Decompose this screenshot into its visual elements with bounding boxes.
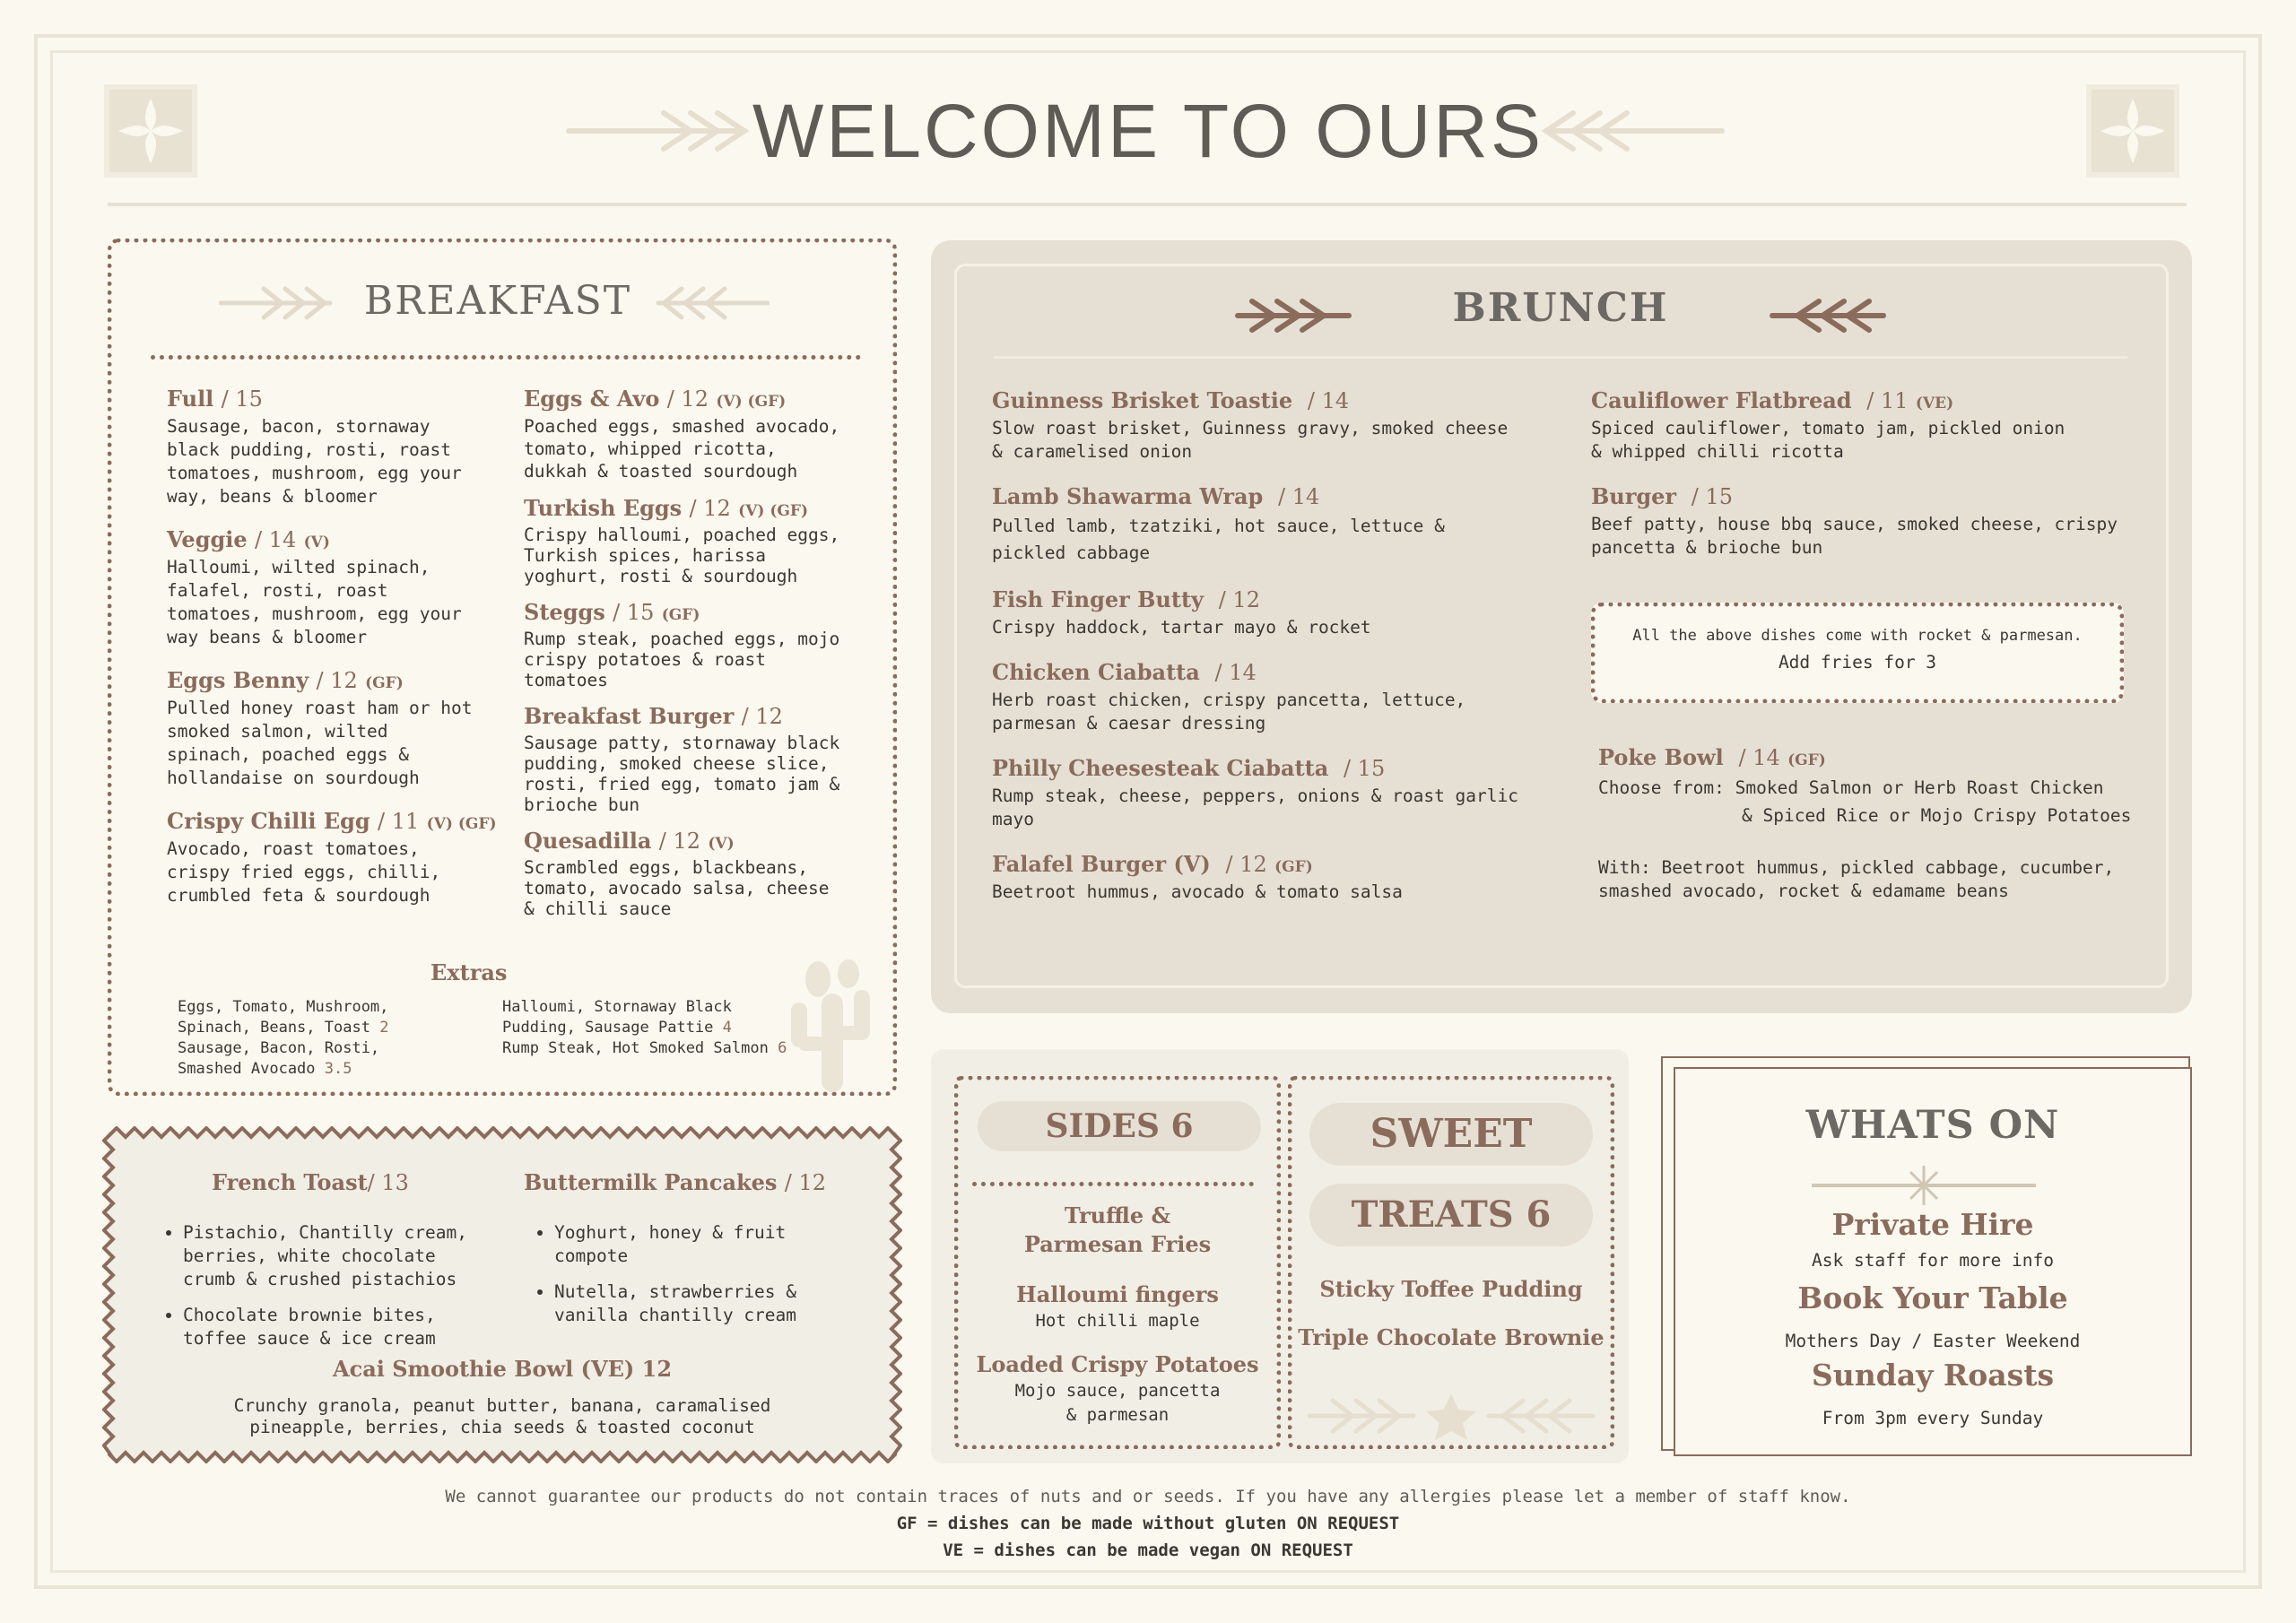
menu-item: Chicken Ciabatta / 14 Herb roast chicken, crispy pancetta, lettuce, parmesan & caesar dressing	[992, 659, 1466, 733]
breakfast-right-column	[524, 386, 883, 919]
brunch-left-ornament-icon	[1234, 298, 1352, 334]
side-item: Truffle & Parmesan Fries	[1023, 1202, 1212, 1257]
cactus-icon	[786, 958, 875, 1094]
ve-note: VE = dishes can be made vegan ON REQUEST	[943, 1541, 1353, 1560]
menu-item: Quesadilla / 12 (V) Scrambled eggs, blackbeans, tomato, avocado salsa, cheese & chilli sauce	[524, 828, 830, 919]
menu-item: Breakfast Burger / 12 Sausage patty, stornaway black pudding, smoked cheese slice, rosti, fried egg, tomato jam & brioche bun	[524, 703, 840, 815]
sides-title: SIDES 6	[978, 1101, 1261, 1151]
menu-item: Turkish Eggs / 12 (V) (GF) Crispy halloumi, poached eggs, Turkish spices, harissa yoghurt, rosti & sourdough	[524, 495, 840, 586]
menu-item: Crispy Chilli Egg / 11 (V) (GF) Avocado, roast tomatoes, crispy fried eggs, chilli, crumbled feta & sourdough	[167, 808, 497, 906]
menu-item: Eggs & Avo / 12 (V) (GF) Poached eggs, smashed avocado, tomato, whipped ricotta, dukkah & toasted sourdough	[524, 386, 840, 482]
brunch-notice: All the above dishes come with rocket & parmesan. Add fries for 3	[1591, 603, 2124, 703]
sides-divider	[972, 1182, 1254, 1186]
allergy-notice: We cannot guarantee our products do not contain traces of nuts and or seeds. If you have any allergies please let a member of staff know.	[445, 1487, 1851, 1506]
treats-title: TREATS 6	[1309, 1184, 1593, 1246]
french-toast-options: • Pistachio, Chantilly cream, berries, white chocolate crumb & crushed pistachios • Chocolate brownie bites, toffee sauce & ice cream	[151, 1221, 491, 1363]
star-divider-icon	[1812, 1164, 2036, 1207]
sweet-ornament-icon	[1306, 1390, 1596, 1442]
breakfast-right-ornament-icon	[655, 285, 770, 321]
menu-item: Philly Cheesesteak Ciabatta / 15 Rump steak, cheese, peppers, onions & roast garlic mayo	[992, 755, 1518, 829]
sunday-roasts-info: From 3pm every Sunday	[1822, 1408, 2044, 1428]
pancakes-options: • Yoghurt, honey & fruit compote • Nutella, strawberries & vanilla chantilly cream	[522, 1221, 863, 1340]
page-title: WELCOME TO OURS	[752, 89, 1544, 173]
menu-item: Full / 15 Sausage, bacon, stornaway black pudding, rosti, roast tomatoes, mushroom, egg your way, beans & bloomer	[167, 386, 462, 507]
menu-item: Lamb Shawarma Wrap / 14 Pulled lamb, tzatziki, hot sauce, lettuce & pickled cabbage	[992, 483, 1445, 563]
menu-item: Steggs / 15 (GF) Rump steak, poached eggs, mojo crispy potatoes & roast tomatoes	[524, 599, 840, 690]
brunch-title: BRUNCH	[1452, 285, 1669, 331]
menu-item: Veggie / 14 (V) Halloumi, wilted spinach, falafel, rosti, roast tomatoes, mushroom, egg your way beans & bloomer	[167, 526, 462, 647]
brunch-right-ornament-icon	[1769, 298, 1887, 334]
sweet-item: Triple Chocolate Brownie	[1298, 1324, 1605, 1350]
sweet-item: Sticky Toffee Pudding	[1319, 1276, 1583, 1302]
side-item: Halloumi fingers Hot chilli maple	[1016, 1281, 1219, 1331]
private-hire-heading: Private Hire	[1831, 1207, 2034, 1242]
menu-item: Eggs Benny / 12 (GF) Pulled honey roast ham or hot smoked salmon, wilted spinach, poached eggs & hollandaise on sourdough	[167, 667, 473, 788]
brunch-divider	[994, 356, 2127, 359]
acai-description: Crunchy granola, peanut butter, banana, caramalised pineapple, berries, chia seeds & toasted coconut	[233, 1395, 771, 1437]
breakfast-left-ornament-icon	[219, 285, 334, 321]
sweet-title: SWEET	[1309, 1103, 1593, 1166]
breakfast-title: BREAKFAST	[363, 278, 632, 324]
book-table-heading: Book Your Table	[1797, 1280, 2068, 1315]
menu-item: Falafel Burger (V) / 12 (GF) Beetroot hummus, avocado & tomato salsa	[992, 851, 1403, 902]
sunday-roasts-heading: Sunday Roasts	[1811, 1358, 2055, 1393]
brunch-right-column	[1591, 387, 2165, 579]
pancakes-title: Buttermilk Pancakes / 12	[524, 1169, 827, 1195]
menu-item: Burger / 15 Beef patty, house bbq sauce, smoked cheese, crispy pancetta & brioche bun	[1591, 483, 2118, 558]
menu-item: Fish Finger Butty / 12 Crispy haddock, tartar mayo & rocket	[992, 586, 1371, 638]
extras-title: Extras	[430, 959, 508, 985]
whats-on-title: WHATS ON	[1805, 1103, 2060, 1148]
side-item: Loaded Crispy Potatoes Mojo sauce, pancetta & parmesan	[976, 1351, 1259, 1425]
brunch-left-column	[992, 387, 1566, 924]
acai-title: Acai Smoothie Bowl (VE) 12	[332, 1356, 673, 1382]
private-hire-info: Ask staff for more info	[1811, 1250, 2055, 1271]
gf-note: GF = dishes can be made without gluten ON REQUEST	[896, 1514, 1400, 1533]
extras-right: Halloumi, Stornaway Black Pudding, Sausage Pattie 4 Rump Steak, Hot Smoked Salmon 6	[502, 998, 787, 1057]
french-toast-title: French Toast/ 13	[212, 1169, 409, 1195]
menu-item: Guinness Brisket Toastie / 14 Slow roast brisket, Guinness gravy, smoked cheese & caramelised onion	[992, 387, 1509, 462]
header-divider	[108, 203, 2187, 206]
breakfast-divider	[151, 355, 861, 360]
menu-item: Cauliflower Flatbread / 11 (VE) Spiced cauliflower, tomato jam, pickled onion & whipped chilli ricotta	[1591, 387, 2066, 462]
poke-bowl: Poke Bowl / 14 (GF) Choose from: Smoked Salmon or Herb Roast Chicken & Spiced Rice or Mojo Crispy Potatoes With: Beetroot hummus, pickled cabbage, cucumber, smashed avocado, rocket & edamame beans	[1598, 744, 2132, 901]
breakfast-left-column	[167, 386, 499, 925]
extras-left: Eggs, Tomato, Mushroom, Spinach, Beans, Toast 2 Sausage, Bacon, Rosti, Smashed Avocado 3.5	[178, 998, 389, 1078]
book-table-info: Mothers Day / Easter Weekend	[1785, 1331, 2081, 1351]
